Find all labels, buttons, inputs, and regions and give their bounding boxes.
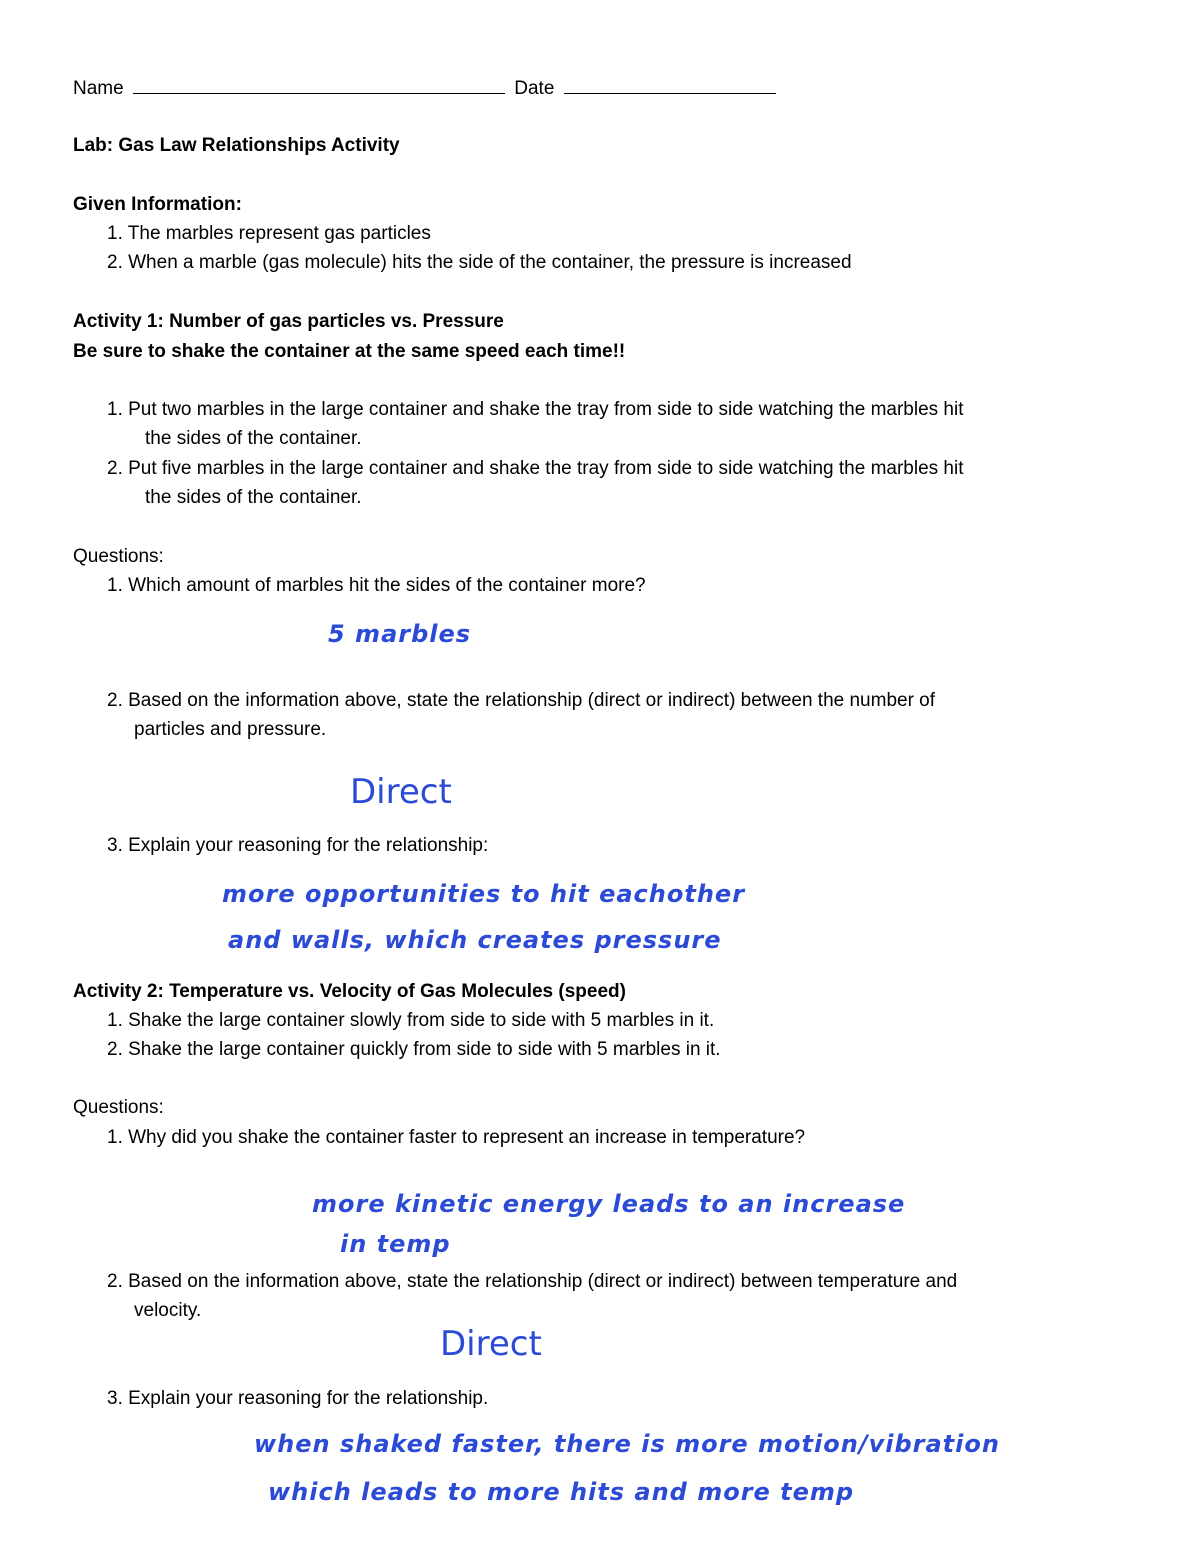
question: 3. Explain your reasoning for the relationship. — [107, 1388, 489, 1409]
activity1-step-cont: the sides of the container. — [145, 487, 362, 508]
given-item: 2. When a marble (gas molecule) hits the side of the container, the pressure is increased — [107, 252, 852, 273]
question: 2. Based on the information above, state the relationship (direct or indirect) between the number of — [107, 690, 936, 711]
handwritten-answer: Direct — [350, 772, 452, 812]
activity1-step-cont: the sides of the container. — [145, 428, 362, 449]
date-blank — [564, 75, 776, 94]
name-field — [73, 75, 776, 101]
page-title: Lab: Gas Law Relationships Activity — [73, 135, 400, 156]
handwritten-answer: and walls, which creates pressure — [228, 926, 722, 954]
activity1-heading: Activity 1: Number of gas particles vs. Pressure — [73, 311, 504, 332]
question: 3. Explain your reasoning for the relationship: — [107, 835, 489, 856]
handwritten-answer: 5 marbles — [328, 620, 472, 648]
question: 2. Based on the information above, state the relationship (direct or indirect) between temperature and — [107, 1271, 958, 1292]
date-label: Date — [514, 78, 555, 99]
activity2-heading: Activity 2: Temperature vs. Velocity of Gas Molecules (speed) — [73, 981, 626, 1002]
activity1-step: 1. Put two marbles in the large container and shake the tray from side to side watching the marbles hit — [107, 399, 964, 420]
question-cont: velocity. — [134, 1300, 202, 1321]
question: 1. Which amount of marbles hit the sides of the container more? — [107, 575, 646, 596]
handwritten-answer: more kinetic energy leads to an increase — [312, 1190, 906, 1218]
activity1-note: Be sure to shake the container at the same speed each time!! — [73, 341, 626, 362]
given-item: 1. The marbles represent gas particles — [107, 223, 431, 244]
handwritten-answer: in temp — [340, 1230, 451, 1258]
activity2-step: 1. Shake the large container slowly from side to side with 5 marbles in it. — [107, 1010, 715, 1031]
activity2-step: 2. Shake the large container quickly from side to side with 5 marbles in it. — [107, 1039, 721, 1060]
handwritten-answer: when shaked faster, there is more motion/vibration — [254, 1430, 1000, 1458]
questions-heading: Questions: — [73, 546, 164, 567]
handwritten-answer: more opportunities to hit eachother — [222, 880, 746, 908]
activity1-step: 2. Put five marbles in the large container and shake the tray from side to side watching the marbles hit — [107, 458, 964, 479]
name-label: Name — [73, 78, 124, 99]
handwritten-answer: Direct — [440, 1324, 542, 1364]
questions-heading: Questions: — [73, 1097, 164, 1118]
question: 1. Why did you shake the container faster to represent an increase in temperature? — [107, 1127, 806, 1148]
given-heading: Given Information: — [73, 194, 242, 215]
name-blank — [133, 75, 505, 94]
handwritten-answer: which leads to more hits and more temp — [268, 1478, 855, 1506]
question-cont: particles and pressure. — [134, 719, 327, 740]
